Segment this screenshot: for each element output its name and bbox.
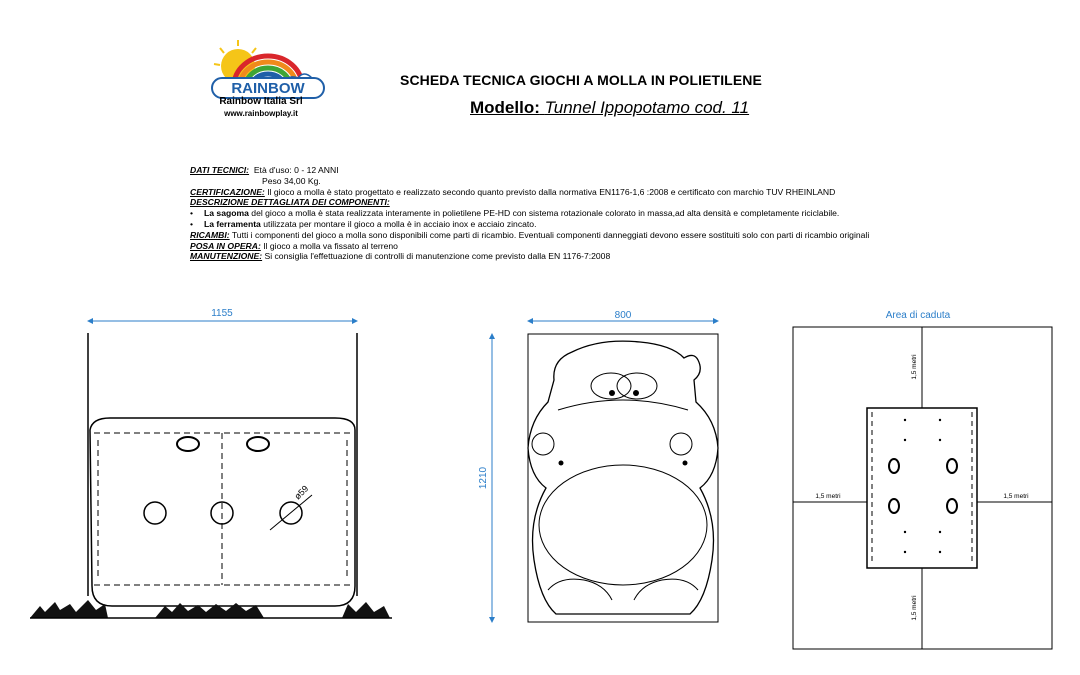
spares-text: Tutti i componenti del gioco a molla sono disponibili come parti di ricambio. Eventuali componenti danneggiati devono essere sostituiti solo con parti di ricambio originali [231,229,870,240]
spares-label: RICAMBI: [190,229,230,240]
side-width-dimension: 800 [614,310,632,321]
hippo-silhouette [528,341,718,614]
side-height-dimension: 1210 [478,466,489,490]
component-2-text: utilizzata per montare il gioco a molla è in acciaio inox e acciaio zincato. [263,218,537,229]
certification-label: CERTIFICAZIONE: [190,186,265,197]
maintenance-text: Si consiglia l'effettuazione di controlli di manutenzione come previsto dalla EN 1176-7:2008 [264,251,611,262]
fall-left-label: 1,5 metri [815,493,841,500]
fall-top-label: 1,5 metri [911,354,918,380]
component-1-text: del gioco a molla è stata realizzata interamente in polietilene PE-HD con sistema rotazionale colorato in massa,ad alta densità e completamente riciclabile. [251,208,840,219]
grass-icon [342,602,390,618]
fall-area-drawing [793,310,1052,649]
technical-label: DATI TECNICI: [190,165,250,175]
component-2-title: La ferramenta [204,218,261,229]
model-value: Tunnel Ippopotamo cod. 11 [544,98,750,117]
component-1-title: La sagoma [204,208,249,219]
fall-area-title: Area di caduta [885,310,951,321]
fall-bottom-label: 1,5 metri [911,595,918,621]
components-label: DESCRIZIONE DETTAGLIATA DEI COMPONENTI: [190,197,390,208]
sheet-title: SCHEDA TECNICA GIOCHI A MOLLA IN POLIETILENE [400,72,762,88]
maintenance-label: MANUTENZIONE: [190,251,263,262]
company-website: www.rainbowplay.it [224,109,298,118]
fall-right-label: 1,5 metri [1003,493,1029,500]
front-width-dimension: 1155 [211,308,233,319]
install-text: Il gioco a molla va fissato al terreno [263,240,398,251]
age-range: Età d'uso: 0 - 12 ANNI [253,165,339,175]
front-view-drawing [30,308,392,618]
company-name: Rainbow Italia Srl [219,96,303,107]
model-label: Modello: [470,98,540,117]
certification-text: Il gioco a molla è stato progettato e realizzato secondo quanto previsto dalla normativa EN1176-1,6 :2008 e certificato con marchio TUV RHEINLAND [267,186,836,197]
weight: Peso 34,00 Kg. [262,175,321,186]
logo-wordmark: RAINBOW [231,80,305,97]
hole-diameter-label: ø59 [292,483,311,502]
side-view-drawing [478,310,718,622]
install-label: POSA IN OPERA: [190,240,261,251]
grass-icon [30,600,108,618]
